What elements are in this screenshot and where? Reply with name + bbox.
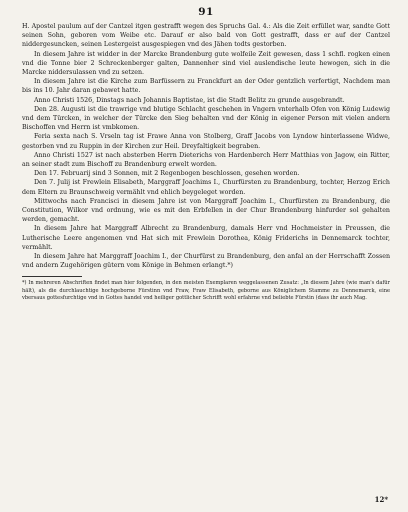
body-text — [22, 22, 390, 270]
paragraph: Anno Christi 1526, Dinstags nach Johannis Baptistae, ist die Stadt Belitz zu grunde ausgebrandt. — [34, 96, 345, 104]
paragraph: In diesem Jahre ist widder in der Marcke Brandenburg gute wolfeile Zeit gewesen, dass 1 schfl. rogken einen vnd die Tonne bier 2 Schreckenberger galten, Dannenher sind viel auslendische leute hewogen, sich in die Marcke niddersulassen vnd zu setzen. — [22, 50, 390, 77]
paragraph: Den 17. Februarij sind 3 Sonnen, mit 2 Regenbogen beschlossen, gesehen worden. — [34, 170, 300, 178]
footnote-rule — [22, 276, 82, 277]
footnote-text: *) In mehreren Abschriften findet man hier folgenden, in den meisten Exemplaren weggelassenen Zusatz: „In diesem Jahre (wie man's dafür hält), als die durchlauchtige hochgeborne Fürstinn vnd Fraw, Fraw Elisabeth, geborne aus Königlichem Stamme zu Dennemarck, eine vbersaus gottesfurchtige vnd in Gottes handel vnd heiliger gottlicher Schrifft wohl erfahrne vnd beliebte Fürstin (dass ihr auch Mag. — [22, 280, 390, 301]
paragraph: In diesem Jahre hat Marggraff Joachim I., der Churfürst zu Brandenburg, den anfal an der Herrschafft Zossen vnd andern Zugehörigen gütern vom Könige in Behmen erlangt.*) — [22, 253, 390, 270]
footnote — [22, 280, 390, 302]
signature-mark: 12* — [374, 495, 388, 504]
paragraph: H. Apostel paulum auf der Cantzel itgen gestrafft wegen des Spruchs Gal. 4.: Als die Zeit erfüllet war, sandte Gott seinen Sohn, geboren vom Weibe etc. Darauf er also bald von Gott gestrafft, dass er auf der Cantzel niddergesuncken, seinen Lestergeist ausgespiegen vnd des Jähen todts gestorben. — [22, 23, 390, 49]
page-number: 91 — [198, 6, 214, 18]
paragraph: Mittwochs nach Francisci in diesem Jahre ist von Marggraff Joachim I., Churfürsten zu Brandenburg, die Constitution, Wilkor vnd ordnung, wie es mit den Erbfellen in der Chur Brandenburg hinfurder sol gehalten werden, gemacht. — [22, 197, 390, 224]
paragraph: Feria sexta nach S. Vrseln tag ist Frawe Anna von Stolberg, Graff Jacobs von Lyndow hinterlassene Widwe, gestorben vnd zu Ruppin in der Kirchen zur Heil. Dreyfaltigkeit begraben. — [22, 133, 390, 150]
paragraph: Anno Christi 1527 ist nach absterben Herrn Dieterichs von Hardenberch Herr Matthias von Jagow, ein Ritter, an seiner stadt zum Bischoff zu Brandenburg erwelt worden. — [22, 151, 390, 169]
paragraph: Den 28. Augusti ist die trawrige vnd blutige Schlacht geschehen in Vngern vnterhalb Ofen von König Ludewig vnd dem Türcken, in welcher der Türcke den Sieg behalten vnd der König in eigener Person mit vielen andern Bischoffen vnd Herrn ist vmbkomen. — [22, 105, 390, 132]
paragraph: Den 7. Julij ist Frewlein Elisabeth, Marggraff Joachims I., Churfürsten zu Brandenburg, tochter, Herzog Erich dem Eltern zu Braunschweig vermählt vnd ehlich beygeleget worden. — [22, 179, 390, 196]
paragraph: In diesem Jahre ist die Kirche zum Barfüssern zu Franckfurt an der Oder gentzlich verfertigt, Nachdem man bis ins 10. Jahr daran gebawet hatte. — [22, 78, 390, 95]
paragraph: In diesem Jahre hat Marggraff Albrecht zu Brandenburg, damals Herr vnd Hochmeister in Preussen, die Lutherische Leere angenomen vnd Hat sich mit Frewlein Dorothea, König Friderichs in Dennemarck tochter, vermählt. — [22, 225, 390, 251]
